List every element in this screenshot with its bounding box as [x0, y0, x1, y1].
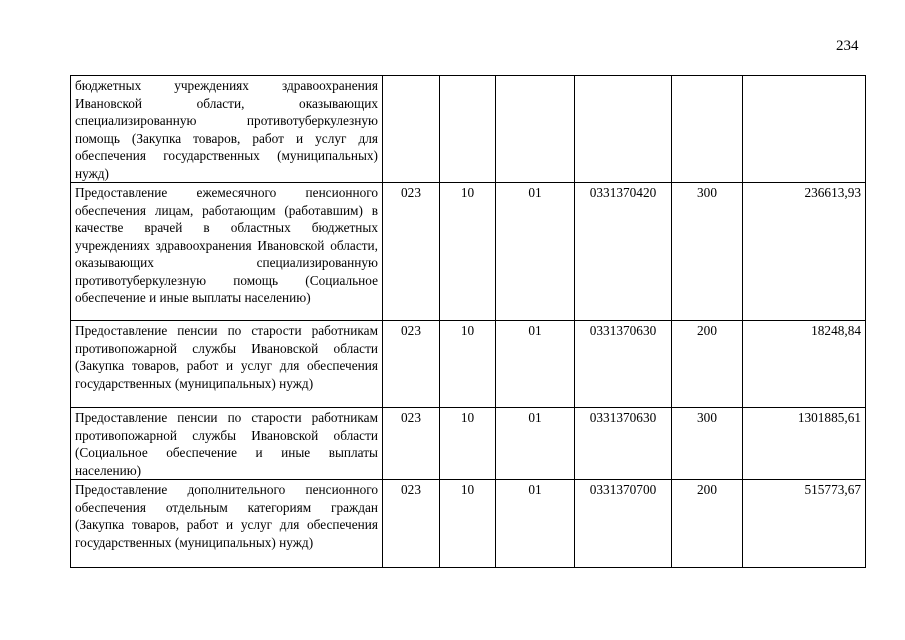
row-expense-type-code: 300 — [672, 408, 743, 480]
row-subsection-code: 01 — [496, 480, 575, 568]
row-target-code: 0331370420 — [575, 183, 672, 321]
row-target-code: 0331370630 — [575, 321, 672, 408]
row-subsection-code: 01 — [496, 183, 575, 321]
row-amount: 1301885,61 — [743, 408, 866, 480]
row-ministry-code: 023 — [383, 480, 440, 568]
table-row — [71, 76, 866, 183]
row-section-code: 10 — [440, 183, 496, 321]
row-expense-type-code: 200 — [672, 480, 743, 568]
row-amount — [743, 76, 866, 183]
row-ministry-code — [383, 76, 440, 183]
row-ministry-code: 023 — [383, 183, 440, 321]
row-description: Предоставление ежемесячного пенсионного обеспечения лицам, работающим (работавшим) в качестве врачей в областных бюджетных учреждениях здравоохранения Ивановской области, оказывающих специализированную противотуберкулезную помощь (Социальное обеспечение и иные выплаты населению) — [71, 183, 383, 321]
row-amount: 515773,67 — [743, 480, 866, 568]
row-section-code — [440, 76, 496, 183]
table-row — [71, 321, 866, 408]
row-target-code — [575, 76, 672, 183]
row-subsection-code: 01 — [496, 408, 575, 480]
row-expense-type-code — [672, 76, 743, 183]
row-expense-type-code: 200 — [672, 321, 743, 408]
table-row — [71, 183, 866, 321]
table-row — [71, 408, 866, 480]
row-description: Предоставление дополнительного пенсионного обеспечения отдельным категориям граждан (Закупка товаров, работ и услуг для обеспечения государственных (муниципальных) нужд) — [71, 480, 383, 568]
budget-table — [70, 75, 866, 568]
row-section-code: 10 — [440, 480, 496, 568]
row-section-code: 10 — [440, 408, 496, 480]
row-description: бюджетных учреждениях здравоохранения Ивановской области, оказывающих специализированную противотуберкулезную помощь (Закупка товаров, работ и услуг для обеспечения государственных (муниципальных) нужд) — [71, 76, 383, 183]
row-description: Предоставление пенсии по старости работникам противопожарной службы Ивановской области (Закупка товаров, работ и услуг для обеспечения государственных (муниципальных) нужд) — [71, 321, 383, 408]
row-subsection-code — [496, 76, 575, 183]
row-ministry-code: 023 — [383, 321, 440, 408]
row-amount: 18248,84 — [743, 321, 866, 408]
row-section-code: 10 — [440, 321, 496, 408]
row-target-code: 0331370700 — [575, 480, 672, 568]
row-amount: 236613,93 — [743, 183, 866, 321]
table-row — [71, 480, 866, 568]
row-subsection-code: 01 — [496, 321, 575, 408]
row-target-code: 0331370630 — [575, 408, 672, 480]
row-ministry-code: 023 — [383, 408, 440, 480]
row-description: Предоставление пенсии по старости работникам противопожарной службы Ивановской области (Социальное обеспечение и иные выплаты населению) — [71, 408, 383, 480]
page-number: 234 — [836, 38, 859, 54]
row-expense-type-code: 300 — [672, 183, 743, 321]
